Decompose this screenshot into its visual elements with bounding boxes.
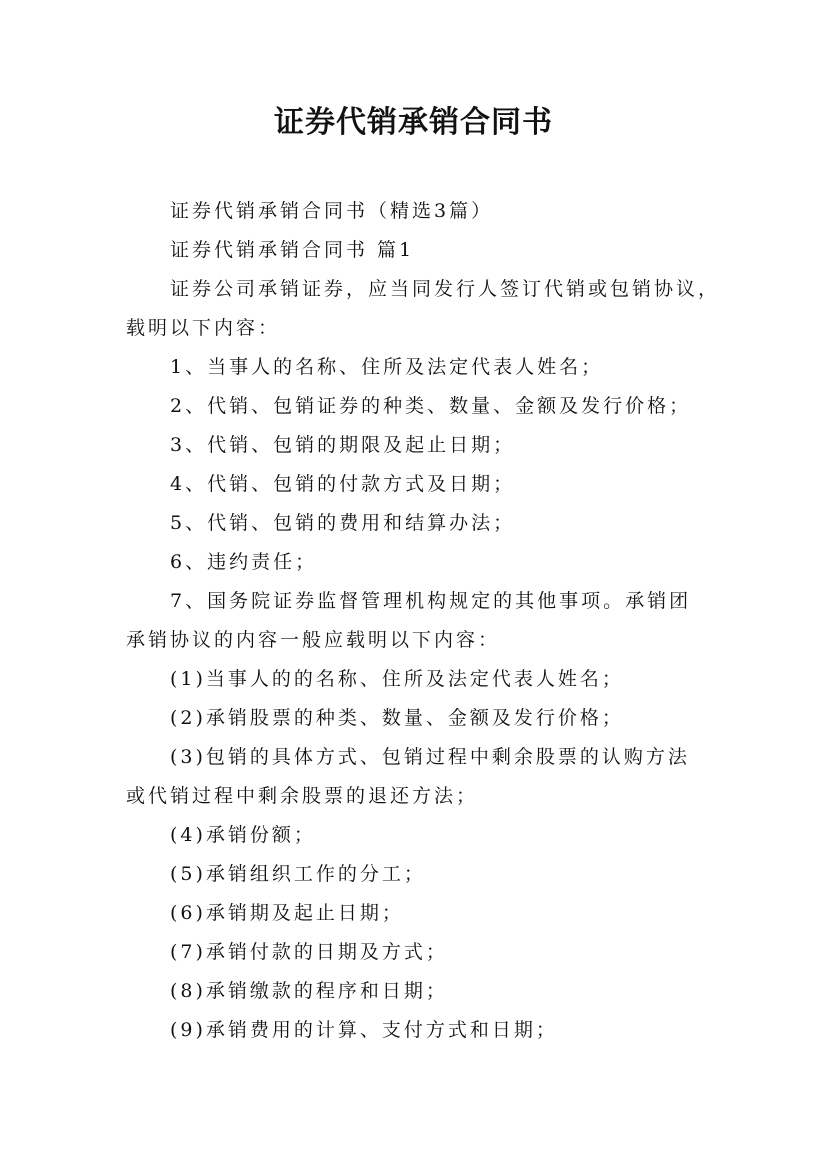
paragraph-line: (1)当事人的的名称、住所及法定代表人姓名； — [170, 668, 624, 690]
document-body — [126, 192, 721, 1050]
paragraph-line: (3)包销的具体方式、包销过程中剩余股票的认购方法 — [170, 746, 690, 768]
paragraph-line: (8)承销缴款的程序和日期； — [170, 980, 448, 1002]
paragraph-line: (7)承销付款的日期及方式； — [170, 941, 448, 963]
paragraph-line: 1、当事人的名称、住所及法定代表人姓名； — [170, 356, 604, 378]
paragraph-line: (2)承销股票的种类、数量、金额及发行价格； — [170, 707, 624, 729]
paragraph-line: 6、违约责任； — [170, 551, 318, 573]
paragraph-line: 承销协议的内容一般应载明以下内容： — [126, 629, 501, 651]
paragraph-line: 7、国务院证券监督管理机构规定的其他事项。承销团 — [170, 590, 692, 612]
paragraph-line: (6)承销期及起止日期； — [170, 902, 404, 924]
paragraph-line: 3、代销、包销的期限及起止日期； — [170, 434, 516, 456]
paragraph-line: 载明以下内容： — [126, 317, 281, 339]
paragraph-line: 证券代销承销合同书 篇1 — [170, 239, 415, 261]
paragraph-line: (9)承销费用的计算、支付方式和日期； — [170, 1019, 558, 1041]
paragraph-line: 2、代销、包销证券的种类、数量、金额及发行价格； — [170, 395, 692, 417]
document-title: 证券代销承销合同书 — [274, 105, 553, 140]
paragraph-line: 4、代销、包销的付款方式及日期； — [170, 473, 516, 495]
paragraph-line: 证券公司承销证券，应当同发行人签订代销或包销协议， — [170, 278, 721, 300]
paragraph-line: 5、代销、包销的费用和结算办法； — [170, 512, 516, 534]
paragraph-line: 证券代销承销合同书（精选3篇） — [170, 200, 494, 222]
paragraph-line: (5)承销组织工作的分工； — [170, 863, 426, 885]
paragraph-line: 或代销过程中剩余股票的退还方法； — [126, 785, 479, 807]
paragraph-line: (4)承销份额； — [170, 824, 316, 846]
